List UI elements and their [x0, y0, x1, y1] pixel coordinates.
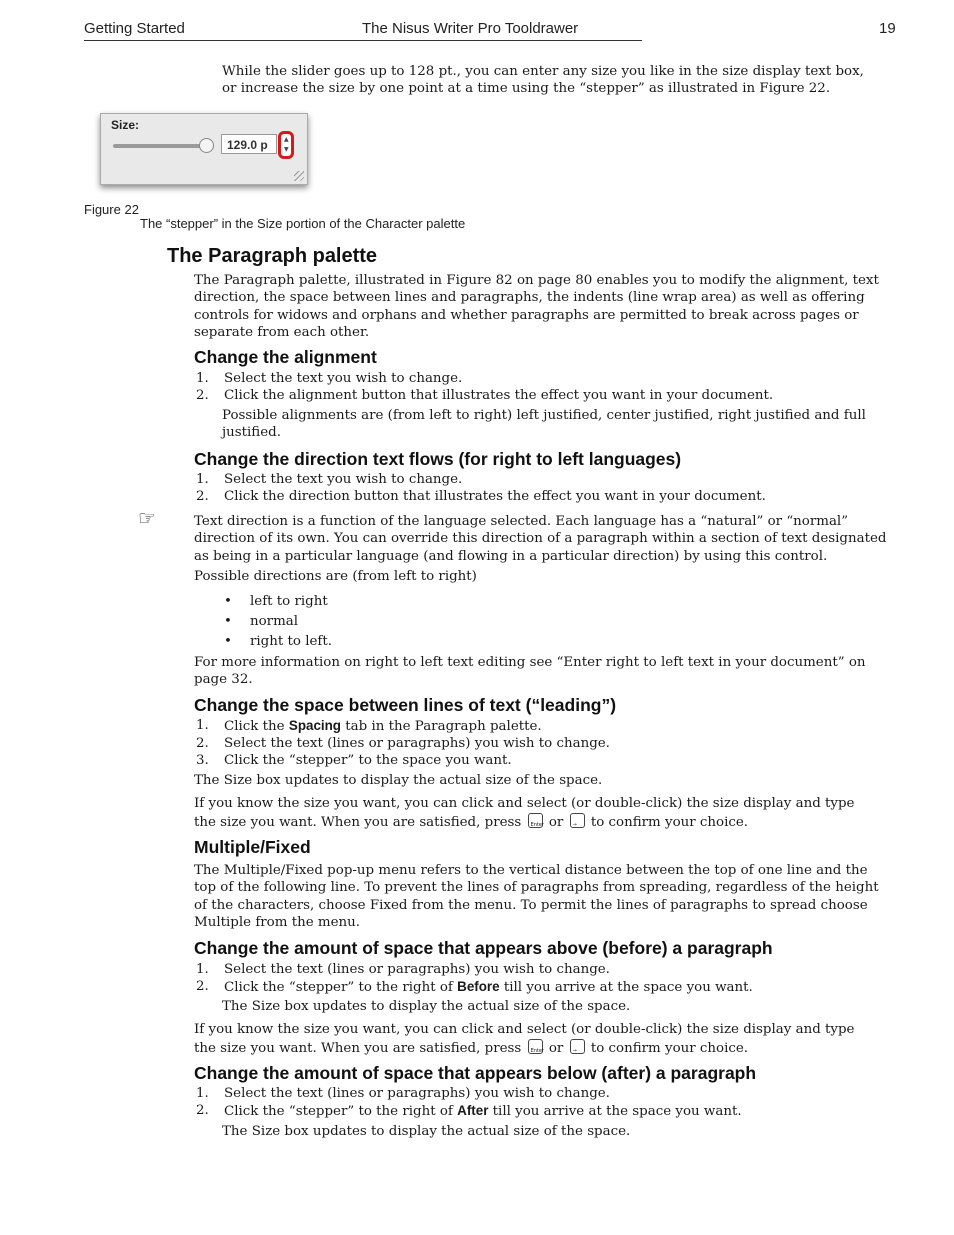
- step-number: 2.: [196, 979, 209, 994]
- size-panel-figure: [100, 113, 308, 185]
- heading-space-before: Change the amount of space that appears above (before) a paragraph: [194, 938, 773, 958]
- before-step-2: Click the “stepper” to the right of Before till you arrive at the space you want.: [224, 979, 753, 995]
- direction-bullet-1: left to right: [250, 594, 328, 609]
- bullet-icon: •: [224, 634, 232, 649]
- alignment-step-2: Click the alignment button that illustrates the effect you want in your document.: [224, 388, 774, 403]
- direction-note: Text direction is a function of the language selected. Each language has a “natural” or “normal” direction of its own. You can override this direction of a paragraph within a section of text designated as being in a particular language (and flowing in a particular direction) by using this control.: [194, 514, 887, 564]
- step-number: 2.: [196, 1103, 209, 1118]
- step-number: 1.: [196, 472, 209, 487]
- before-step-1: Select the text (lines or paragraphs) you wish to change.: [224, 962, 610, 977]
- stepper-icon: ▲ ▼: [278, 131, 294, 159]
- figure-number: Figure 22: [84, 202, 139, 217]
- before-know-size-line1: If you know the size you want, you can click and select (or double-click) the size display and type: [194, 1022, 855, 1037]
- pointing-hand-icon: ☞: [138, 506, 156, 530]
- heading-leading: Change the space between lines of text (“leading”): [194, 695, 617, 715]
- size-slider-track: [113, 144, 205, 148]
- before-know-size-line2: the size you want. When you are satisfied, press Enter or → to confirm your choice.: [194, 1041, 749, 1056]
- heading-change-alignment: Change the alignment: [194, 347, 377, 367]
- figure-caption: The “stepper” in the Size portion of the Character palette: [140, 216, 466, 231]
- step-number: 2.: [196, 736, 209, 751]
- running-header-title: The Nisus Writer Pro Tooldrawer: [362, 20, 579, 37]
- size-slider-knob: [199, 138, 214, 153]
- enter-key-icon: Enter: [528, 1039, 543, 1054]
- tab-key-icon: →: [570, 813, 585, 828]
- leading-step-1: Click the Spacing tab in the Paragraph palette.: [224, 718, 542, 734]
- direction-step-1: Select the text you wish to change.: [224, 472, 463, 487]
- tab-key-icon: →: [570, 1039, 585, 1054]
- section-heading-paragraph-palette: The Paragraph palette: [167, 245, 378, 267]
- alignment-note: Possible alignments are (from left to right) left justified, center justified, right justified and full justified.: [222, 408, 866, 441]
- leading-size-updates: The Size box updates to display the actual size of the space.: [194, 773, 603, 788]
- spacing-tab-name: Spacing: [288, 718, 341, 733]
- step-number: 1.: [196, 1086, 209, 1101]
- heading-space-after: Change the amount of space that appears below (after) a paragraph: [194, 1063, 757, 1083]
- after-field-name: After: [457, 1103, 489, 1118]
- step-number: 3.: [196, 753, 209, 768]
- paragraph-palette-body: The Paragraph palette, illustrated in Figure 82 on page 80 enables you to modify the alignment, text direction, the space between lines and paragraphs, the indents (line wrap area) as well as offering controls for widows and orphans and whether paragraphs are permitted to break across pages or separate from each other.: [194, 273, 879, 340]
- direction-bullet-2: normal: [250, 614, 299, 629]
- resize-grip-icon: [294, 171, 304, 181]
- before-size-updates: The Size box updates to display the actual size of the space.: [222, 999, 631, 1014]
- direction-step-2: Click the direction button that illustrates the effect you want in your document.: [224, 489, 766, 504]
- size-display-box: 129.0 p: [221, 134, 277, 154]
- step-number: 2.: [196, 388, 209, 403]
- after-size-updates: The Size box updates to display the actual size of the space.: [222, 1124, 631, 1139]
- leading-step-2: Select the text (lines or paragraphs) you wish to change.: [224, 736, 610, 751]
- heading-change-direction: Change the direction text flows (for right to left languages): [194, 449, 682, 469]
- direction-more-info: For more information on right to left text editing see “Enter right to left text in your document” on page 32.: [194, 655, 866, 688]
- enter-key-icon: Enter: [528, 813, 543, 828]
- step-number: 2.: [196, 489, 209, 504]
- step-number: 1.: [196, 718, 209, 733]
- step-number: 1.: [196, 371, 209, 386]
- direction-bullet-3: right to left.: [250, 634, 333, 649]
- running-header-section: Getting Started: [84, 20, 185, 37]
- multiple-fixed-body: The Multiple/Fixed pop-up menu refers to the vertical distance between the top of one line and the top of the following line. To prevent the lines of paragraphs from spreading, regardless of the height of the characters, choose Fixed from the menu. To permit the lines of paragraphs to spread choose Multiple from the menu.: [194, 863, 879, 930]
- alignment-step-1: Select the text you wish to change.: [224, 371, 463, 386]
- leading-step-3: Click the “stepper” to the space you want.: [224, 753, 512, 768]
- leading-know-size-line2: the size you want. When you are satisfied, press Enter or → to confirm your choice.: [194, 815, 749, 830]
- bullet-icon: •: [224, 614, 232, 629]
- before-field-name: Before: [457, 979, 500, 994]
- bullet-icon: •: [224, 594, 232, 609]
- size-panel-label: Size:: [111, 118, 140, 132]
- header-rule: [84, 40, 642, 41]
- after-step-1: Select the text (lines or paragraphs) you wish to change.: [224, 1086, 610, 1101]
- after-step-2: Click the “stepper” to the right of After till you arrive at the space you want.: [224, 1103, 742, 1119]
- step-number: 1.: [196, 962, 209, 977]
- heading-multiple-fixed: Multiple/Fixed: [194, 837, 311, 857]
- page-number: 19: [879, 20, 896, 37]
- direction-possible: Possible directions are (from left to right): [194, 569, 477, 584]
- intro-paragraph: While the slider goes up to 128 pt., you can enter any size you like in the size display text box, or increase the size by one point at a time using the “stepper” as illustrated in Figure 22.: [222, 64, 864, 97]
- leading-know-size-line1: If you know the size you want, you can click and select (or double-click) the size display and type: [194, 796, 855, 811]
